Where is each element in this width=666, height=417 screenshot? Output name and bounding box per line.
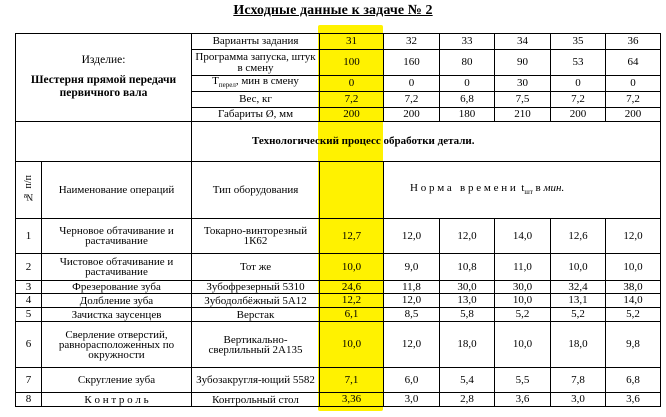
param-value: 180	[440, 108, 495, 122]
op-value: 2,8	[440, 393, 495, 407]
op-value: 6,8	[606, 368, 661, 393]
op-number: 8	[16, 393, 42, 407]
source-data-table	[15, 33, 661, 407]
op-value: 18,0	[440, 322, 495, 368]
param-value: 30	[495, 76, 551, 92]
op-value: 10,0	[495, 322, 551, 368]
op-value: 12,7	[320, 219, 384, 254]
op-value: 11,0	[495, 254, 551, 281]
op-value: 5,4	[440, 368, 495, 393]
param-value: 33	[440, 34, 495, 50]
param-value: 34	[495, 34, 551, 50]
op-value: 18,0	[551, 322, 606, 368]
op-value: 12,0	[440, 219, 495, 254]
op-equipment: Тот же	[192, 254, 320, 281]
op-name: Зачистка заусенцев	[42, 308, 192, 322]
op-name: Долбление зуба	[42, 294, 192, 308]
col-num-header	[16, 162, 42, 219]
op-number: 7	[16, 368, 42, 393]
param-value: 200	[551, 108, 606, 122]
process-header-blank	[16, 122, 192, 162]
op-value: 38,0	[606, 281, 661, 294]
param-value: 0	[440, 76, 495, 92]
col-equip-header: Тип оборудования	[192, 162, 320, 219]
op-value: 10,8	[440, 254, 495, 281]
op-equipment: Зубодолбёжный 5А12	[192, 294, 320, 308]
op-name: Черновое обтачивание и растачивание	[42, 219, 192, 254]
op-value: 12,0	[606, 219, 661, 254]
col-norm-main: Н о р м а в р е м е н и t	[410, 181, 525, 194]
op-value: 3,6	[606, 393, 661, 407]
op-value: 3,36	[320, 393, 384, 407]
op-value: 3,0	[551, 393, 606, 407]
op-equipment: Контрольный стол	[192, 393, 320, 407]
op-value: 14,0	[495, 219, 551, 254]
op-value: 12,0	[384, 294, 440, 308]
param-label: Программа запуска, штук в смену	[192, 50, 320, 76]
col-norm-rest: в	[532, 181, 544, 194]
col-num-label: № п/п	[23, 175, 34, 203]
op-value: 10,0	[495, 294, 551, 308]
param-value: 80	[440, 50, 495, 76]
col-norm-highlight-cell	[320, 162, 384, 219]
param-value: 7,2	[384, 92, 440, 108]
op-name: Чистовое обтачивание и растачивание	[42, 254, 192, 281]
op-value: 32,4	[551, 281, 606, 294]
op-value: 5,2	[551, 308, 606, 322]
param-label-sub: перел	[218, 81, 236, 90]
op-value: 10,0	[320, 322, 384, 368]
param-label	[192, 76, 320, 92]
param-value: 36	[606, 34, 661, 50]
product-name: Шестерня прямой передачи первичного вала	[30, 74, 177, 100]
param-label: Габариты Ø, мм	[192, 108, 320, 122]
product-cell	[16, 34, 192, 122]
param-value: 0	[320, 76, 384, 92]
op-number: 1	[16, 219, 42, 254]
op-number: 2	[16, 254, 42, 281]
op-value: 9,0	[384, 254, 440, 281]
op-value: 5,2	[606, 308, 661, 322]
op-number: 5	[16, 308, 42, 322]
col-norm-header	[384, 162, 661, 219]
op-value: 3,0	[384, 393, 440, 407]
op-value: 6,0	[384, 368, 440, 393]
op-value: 12,6	[551, 219, 606, 254]
op-number: 3	[16, 281, 42, 294]
op-value: 10,0	[551, 254, 606, 281]
table-row	[16, 368, 661, 393]
op-equipment: Токарно-винторезный 1К62	[192, 219, 320, 254]
op-value: 12,2	[320, 294, 384, 308]
process-header-row	[16, 122, 661, 162]
op-value: 5,5	[495, 368, 551, 393]
op-equipment: Зубофрезерный 5310	[192, 281, 320, 294]
param-value: 7,5	[495, 92, 551, 108]
table-row	[16, 308, 661, 322]
op-value: 5,8	[440, 308, 495, 322]
params-row-variants	[16, 34, 661, 50]
col-norm-unit: мин.	[543, 181, 565, 194]
process-header: Технологический процесс обработки детали.	[192, 122, 661, 162]
param-value: 0	[606, 76, 661, 92]
op-name: К о н т р о л ь	[42, 393, 192, 407]
param-value: 6,8	[440, 92, 495, 108]
column-header-row	[16, 162, 661, 219]
op-name: Сверление отверстий, равнорасположенных по окружности	[42, 322, 192, 368]
op-value: 3,6	[495, 393, 551, 407]
param-value: 210	[495, 108, 551, 122]
op-value: 13,0	[440, 294, 495, 308]
op-value: 11,8	[384, 281, 440, 294]
param-value: 7,2	[551, 92, 606, 108]
param-value: 7,2	[320, 92, 384, 108]
param-value: 32	[384, 34, 440, 50]
param-value: 200	[606, 108, 661, 122]
op-name: Скругление зуба	[42, 368, 192, 393]
table-row	[16, 322, 661, 368]
param-value: 0	[384, 76, 440, 92]
op-equipment: Зубозакругля-ющий 5582	[192, 368, 320, 393]
col-op-header: Наименование операций	[42, 162, 192, 219]
param-value: 90	[495, 50, 551, 76]
op-value: 24,6	[320, 281, 384, 294]
table-row	[16, 393, 661, 407]
param-label: Варианты задания	[192, 34, 320, 50]
param-value: 31	[320, 34, 384, 50]
table-row	[16, 281, 661, 294]
op-value: 10,0	[320, 254, 384, 281]
op-value: 5,2	[495, 308, 551, 322]
op-value: 30,0	[440, 281, 495, 294]
op-name: Фрезерование зуба	[42, 281, 192, 294]
op-value: 8,5	[384, 308, 440, 322]
op-value: 7,1	[320, 368, 384, 393]
param-label-rest: , мин в смену	[235, 75, 299, 87]
op-value: 14,0	[606, 294, 661, 308]
param-value: 200	[384, 108, 440, 122]
op-number: 6	[16, 322, 42, 368]
table-row	[16, 254, 661, 281]
op-value: 6,1	[320, 308, 384, 322]
table-row	[16, 219, 661, 254]
param-value: 7,2	[606, 92, 661, 108]
op-equipment: Верстак	[192, 308, 320, 322]
param-label: Вес, кг	[192, 92, 320, 108]
op-value: 7,8	[551, 368, 606, 393]
op-value: 13,1	[551, 294, 606, 308]
table-row	[16, 294, 661, 308]
param-value: 0	[551, 76, 606, 92]
param-value: 53	[551, 50, 606, 76]
op-value: 10,0	[606, 254, 661, 281]
param-value: 200	[320, 108, 384, 122]
param-label-main: T	[212, 75, 219, 87]
col-norm-sub: шт	[524, 187, 533, 196]
product-label: Изделие:	[81, 54, 126, 67]
op-number: 4	[16, 294, 42, 308]
param-value: 35	[551, 34, 606, 50]
param-value: 160	[384, 50, 440, 76]
param-value: 100	[320, 50, 384, 76]
page-title: Исходные данные к задаче № 2	[233, 3, 433, 18]
param-value: 64	[606, 50, 661, 76]
op-value: 30,0	[495, 281, 551, 294]
op-equipment: Вертикально-сверлильный 2А135	[192, 322, 320, 368]
op-value: 12,0	[384, 322, 440, 368]
op-value: 12,0	[384, 219, 440, 254]
op-value: 9,8	[606, 322, 661, 368]
